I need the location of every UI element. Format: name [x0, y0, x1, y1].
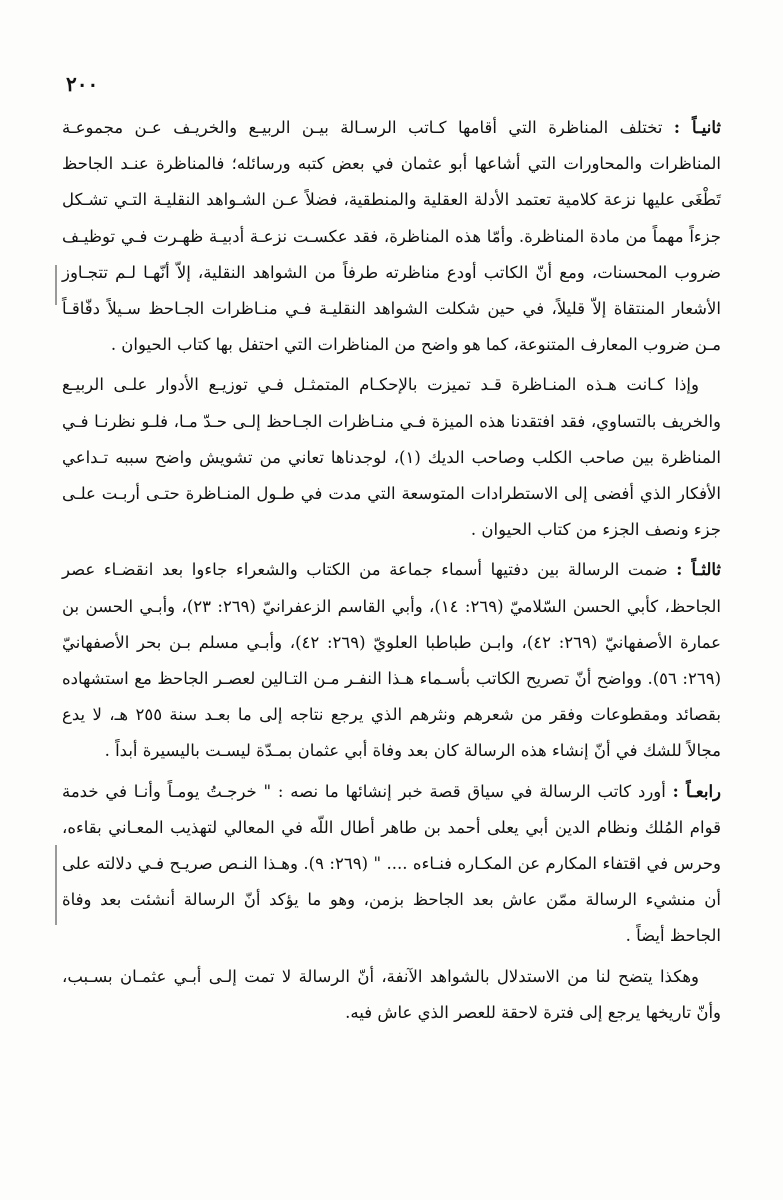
paragraph-thaniyan: [62, 110, 721, 363]
paragraph-conclusion: [62, 959, 721, 1031]
paragraph-text: ضمت الرسالة بين دفتيها أسماء جماعة من الكتاب والشعراء جاءوا بعد انقضـاء عصر الجاحظ، كأبي الحسن السّلاميّ (٢٦٩: ١٤)، وأبي القاسم الزعفرانيّ (٢٦٩: ٢٣)، وأبـي الحسن بن عمارة الأصفهانيّ (٢٦٩: ٤٢)، وابـن طباطبا العلويّ (٢٦٩: ٤٢)، وأبـي مسلم بـن بحر الأصفهانيّ (٢٦٩: ٥٦). وواضح أنّ تصريح الكاتب بأسـماء هـذا النفـر مـن التـالين لعصـر الجاحظ مع استشهاده بقصائد ومقطوعات وفقر من شعرهم ونثرهم الذي يرجع نتاجه إلى ما بعـد سنة ٢٥٥ هـ، لا يدع مجالاً للشك في أنّ إنشاء هذه الرسالة كان بعد وفاة أبي عثمان بمـدّة ليسـت باليسيرة أبداً .: [62, 560, 722, 761]
paragraph-wa-idha: [62, 367, 721, 548]
paragraph-rabian: [62, 774, 721, 955]
paragraph-text: تختلف المناظرة التي أقامها كـاتب الرسـالة بيـن الربيـع والخريـف عـن مجموعـة المناظرات والمحاورات التي أشاعها أبو عثمان في بعض كتبه ورسائله؛ فالمناظرة عنـد الجاحظ تَطْغَى عليها نزعة كلامية تعتمد الأدلة العقلية والمنطقية، فضلاً عـن الشـواهد النقليـة التـي تشـكل جزءاً مهماً من مادة المناظرة. وأمّا هذه المناظرة، فقد عكسـت نزعـة أدبيـة ظهـرت فـي توظيـف ضروب المحسنات، ومع أنّ الكاتب أودع مناظرته طرفاً من الشواهد النقلية، إلاّ أنّهـا لـم تتجـاوز الأشعار المنتقاة إلاّ قليلاً، في حين شكلت الشواهد النقليـة فـي منـاظرات الجـاحظ سـيلاً دفّاقـاً مـن ضروب المعارف المتنوعة، كما هو واضح من المناظرات التي احتفل بها كتاب الحيوان .: [62, 118, 721, 355]
paragraph-lead: ثانيـاً :: [673, 118, 722, 137]
body-text: [62, 110, 721, 1031]
paragraph-text: وإذا كـانت هـذه المنـاظرة قـد تميزت بالإحكـام المتمثـل فـي توزيـع الأدوار علـى الربيـع والخريف بالتساوي، فقد افتقدنا هذه الميزة فـي منـاظرات الجـاحظ إلـى حـدّ مـا، فلـو نظرنـا فـي المناظرة بين صاحب الكلب وصاحب الديك (١)، لوجدناها تعاني من تشويش واضح سببه تـداعي الأفكار الذي أفضى إلى الاستطرادات المتوسعة التي مدت في طـول المنـاظرة حتـى أربـت علـى جزء ونصف الجزء من كتاب الحيوان .: [62, 375, 721, 540]
page-number: ٢٠٠: [66, 72, 99, 96]
paragraph-lead: ثالثـاً :: [676, 560, 721, 580]
paragraph-text: وهكذا يتضح لنا من الاستدلال بالشواهد الآنفة، أنّ الرسالة لا تمت إلـى أبـي عثمـان بسـبب، وأنّ تاريخها يرجع إلى فترة لاحقة للعصر الذي عاش فيه.: [62, 966, 721, 1022]
scan-edge-mark: [55, 265, 57, 305]
paragraph-text: أورد كاتب الرسالة في سياق قصة خبر إنشائها ما نصه : " خرجـتُ يومـاً وأنـا في خدمة قوام المُلك ونظام الدين أبي يعلى أحمد بن طاهر أطال اللّه في المعالي لتهذيب المعـاني بقاءه، وحرس في اقتفاء المكارم عن المكـاره فنـاءه .... " (٢٦٩: ٩). وهـذا النـص صريـح فـي دلالته على أن منشيء الرسالة ممّن عاش بعد الجاحظ بزمن، وهو ما يؤكد أنّ الرسالة أنشئت بعد وفاة الجاحظ أيضاً .: [62, 781, 721, 946]
scan-edge-mark: [55, 845, 57, 925]
paragraph-thalithan: [62, 552, 721, 769]
paragraph-lead: رابعـاً :: [672, 781, 721, 801]
